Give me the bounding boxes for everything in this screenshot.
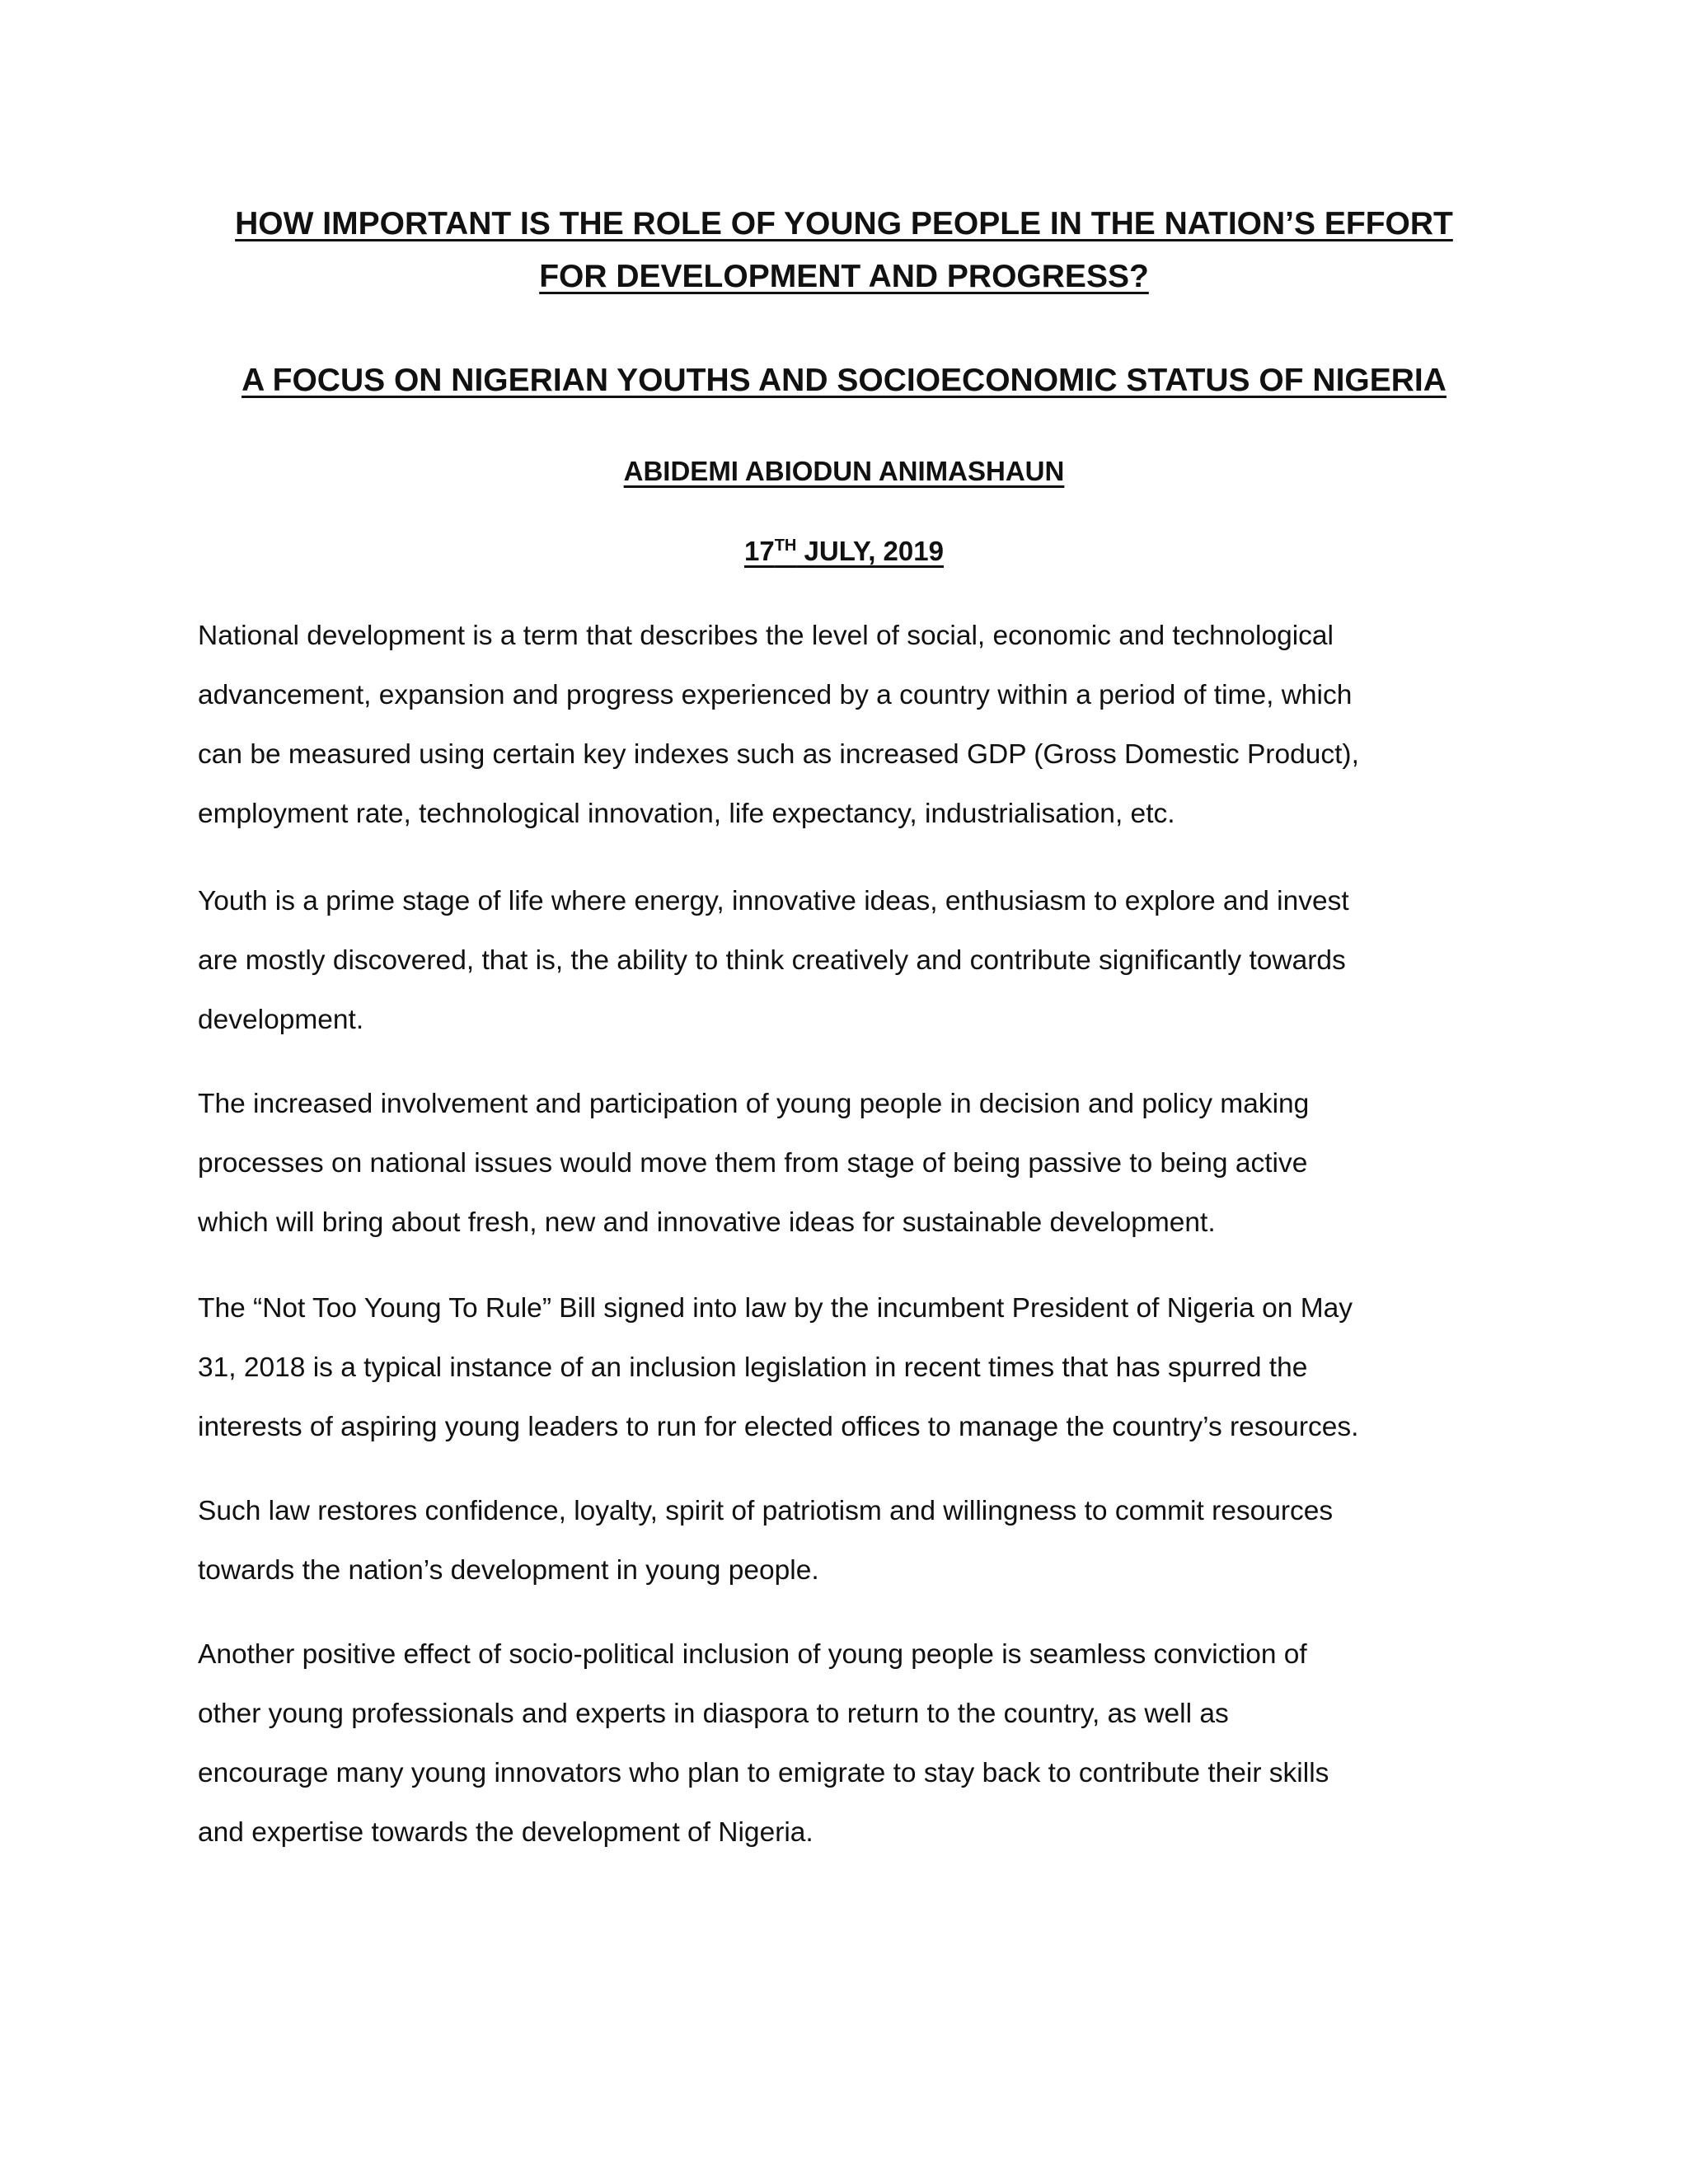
paragraph-line: interests of aspiring young leaders to run for elected offices to manage the country’s resources. [198, 1412, 1359, 1442]
title-line-2: FOR DEVELOPMENT AND PROGRESS? [539, 259, 1149, 294]
paragraph-line: The increased involvement and participation of young people in decision and policy making [198, 1089, 1310, 1119]
paragraph-inclusion-effect [198, 1625, 1500, 1863]
paragraph-confidence [198, 1482, 1500, 1601]
paragraph-line: processes on national issues would move them from stage of being passive to being active [198, 1148, 1308, 1179]
paragraph-line: can be measured using certain key indexes such as increased GDP (Gross Domestic Product), [198, 739, 1359, 770]
paragraph-line: Youth is a prime stage of life where energy, innovative ideas, enthusiasm to explore and invest [198, 886, 1349, 916]
author-name: ABIDEMI ABIODUN ANIMASHAUN [623, 456, 1065, 486]
paragraph-national-development [198, 607, 1500, 844]
paragraph-line: advancement, expansion and progress experienced by a country within a period of time, which [198, 680, 1353, 710]
date-suffix: TH [774, 537, 797, 555]
paragraph-youth [198, 872, 1500, 1050]
paragraph-line: which will bring about fresh, new and innovative ideas for sustainable development. [198, 1207, 1216, 1238]
paragraph-involvement [198, 1075, 1500, 1253]
title-line-1: HOW IMPORTANT IS THE ROLE OF YOUNG PEOPLE IN THE NATION’S EFFORT [235, 206, 1453, 241]
paragraph-line: 31, 2018 is a typical instance of an inclusion legislation in recent times that has spurred the [198, 1352, 1308, 1383]
paragraph-line: employment rate, technological innovation, life expectancy, industrialisation, etc. [198, 799, 1175, 829]
paragraph-line: National development is a term that describes the level of social, economic and technological [198, 621, 1334, 651]
paragraph-line: other young professionals and experts in diaspora to return to the country, as well as [198, 1699, 1229, 1729]
paragraph-line: development. [198, 1005, 364, 1035]
date-rest: JULY, 2019 [796, 536, 944, 566]
paragraph-line: Such law restores confidence, loyalty, spirit of patriotism and willingness to commit resources [198, 1496, 1334, 1526]
paragraph-line: encourage many young innovators who plan to emigrate to stay back to contribute their skills [198, 1758, 1329, 1788]
paragraph-line: and expertise towards the development of Nigeria. [198, 1817, 814, 1848]
paragraph-not-too-young-bill [198, 1279, 1500, 1457]
paragraph-line: are mostly discovered, that is, the ability to think creatively and contribute significantly towards [198, 945, 1346, 976]
paragraph-line: Another positive effect of socio-political inclusion of young people is seamless conviction of [198, 1639, 1307, 1670]
date-day: 17 [744, 536, 775, 566]
paragraph-line: The “Not Too Young To Rule” Bill signed into law by the incumbent President of Nigeria on May [198, 1293, 1353, 1324]
document-date [0, 531, 1688, 572]
paragraph-line: towards the nation’s development in young people. [198, 1555, 819, 1586]
subtitle: A FOCUS ON NIGERIAN YOUTHS AND SOCIOECONOMIC STATUS OF NIGERIA [241, 363, 1447, 398]
